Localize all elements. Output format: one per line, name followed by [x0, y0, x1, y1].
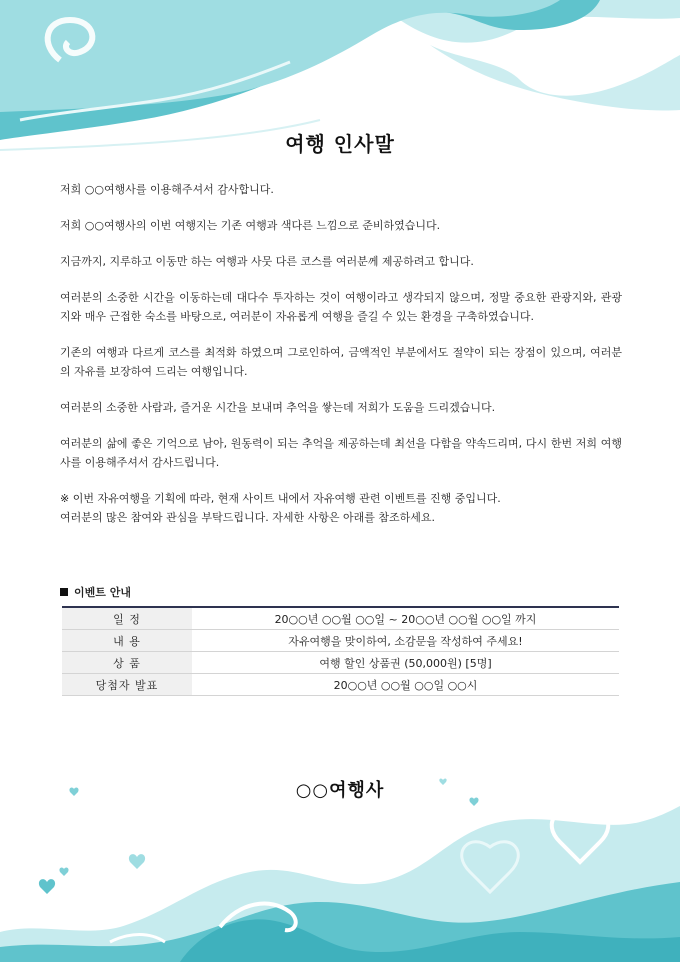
row-label: 일 정	[62, 607, 192, 630]
event-section-heading	[60, 584, 131, 600]
row-value: 20○○년 ○○월 ○○일 ~ 20○○년 ○○월 ○○일 까지	[192, 607, 619, 630]
row-label: 상 품	[62, 652, 192, 674]
event-info-table	[62, 606, 619, 696]
greeting-body	[60, 180, 622, 527]
table-row	[62, 674, 619, 696]
table-row	[62, 652, 619, 674]
greeting-paragraph: 여러분의 삶에 좋은 기억으로 남아, 원동력이 되는 추억을 제공하는데 최선을 다함을 약속드리며, 다시 한번 저희 여행사를 이용해주셔서 감사드립니다.	[60, 437, 622, 469]
table-row	[62, 607, 619, 630]
notice-line: ※ 이번 자유여행을 기획에 따라, 현재 사이트 내에서 자유여행 관련 이벤트를 진행 중입니다.	[60, 492, 501, 505]
notice-line: 여러분의 많은 참여와 관심을 부탁드립니다. 자세한 사항은 아래를 참조하세요.	[60, 511, 435, 524]
row-value: 20○○년 ○○월 ○○일 ○○시	[192, 674, 619, 696]
event-heading-label: 이벤트 안내	[74, 586, 131, 599]
greeting-paragraph: 여러분의 소중한 사람과, 즐거운 시간을 보내며 추억을 쌓는데 저희가 도움을 드리겠습니다.	[60, 401, 496, 414]
greeting-paragraph: 저희 ○○여행사의 이번 여행지는 기존 여행과 색다른 느낌으로 준비하였습니다.	[60, 219, 441, 232]
table-row	[62, 630, 619, 652]
greeting-paragraph: 저희 ○○여행사를 이용해주셔서 감사합니다.	[60, 183, 274, 196]
square-bullet-icon	[60, 588, 68, 596]
row-label: 당첨자 발표	[62, 674, 192, 696]
page-title: 여행 인사말	[285, 132, 395, 156]
row-value: 자유여행을 맞이하여, 소감문을 작성하여 주세요!	[192, 630, 619, 652]
greeting-paragraph: 여러분의 소중한 시간을 이동하는데 대다수 투자하는 것이 여행이라고 생각되지 않으며, 정말 중요한 관광지와, 관광지와 매우 근접한 숙소를 바탕으로, 여러분이 자유롭게 여행을 즐길 수 있는 환경을 구축하였습니다.	[60, 291, 622, 323]
bottom-wave-decoration	[0, 762, 680, 962]
greeting-paragraph: 기존의 여행과 다르게 코스를 최적화 하였으며 그로인하여, 금액적인 부분에서도 절약이 되는 장점이 있으며, 여러분의 자유를 보장하여 드리는 여행입니다.	[60, 346, 622, 378]
agency-name: ○○여행사	[295, 780, 385, 801]
row-label: 내 용	[62, 630, 192, 652]
greeting-paragraph: 지금까지, 지루하고 이동만 하는 여행과 사뭇 다른 코스를 여러분께 제공하려고 합니다.	[60, 255, 474, 268]
row-value: 여행 할인 상품권 (50,000원) [5명]	[192, 652, 619, 674]
